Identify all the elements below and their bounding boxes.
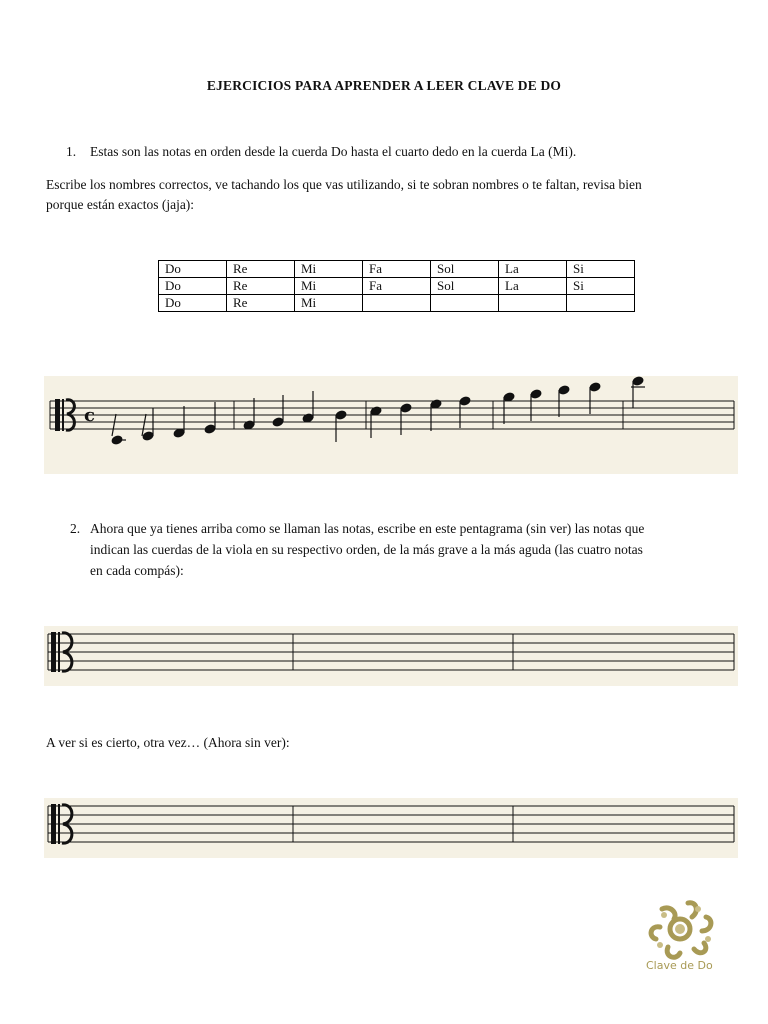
empty-alto-clef-staff-2 [44, 798, 738, 858]
table-cell: Mi [295, 278, 363, 295]
table-cell: Si [567, 261, 635, 278]
question-1-instruction-line2: porque están exactos (jaja): [46, 197, 195, 212]
table-cell [363, 295, 431, 312]
table-cell: Re [227, 261, 295, 278]
table-row [159, 295, 635, 312]
table-cell: La [499, 278, 567, 295]
question-1-instruction-line1: Escribe los nombres correctos, ve tachando los que vas utilizando, si te sobran nombres o te faltan, revisa bien [46, 177, 642, 192]
table-row [159, 261, 635, 278]
table-cell: Do [159, 261, 227, 278]
empty-alto-clef-staff-1 [44, 626, 738, 686]
logo-text: Clave de Do [646, 959, 713, 972]
table-cell [499, 295, 567, 312]
table-cell: Do [159, 295, 227, 312]
question-1-number: 1. [66, 144, 77, 159]
table-cell: Mi [295, 295, 363, 312]
common-time-icon: c [84, 405, 95, 426]
question-3-text: A ver si es cierto, otra vez… (Ahora sin ver): [46, 735, 290, 750]
note-names-table [158, 260, 635, 312]
table-cell: Si [567, 278, 635, 295]
table-cell: Re [227, 278, 295, 295]
table-cell: Fa [363, 278, 431, 295]
question-2-line1: Ahora que ya tienes arriba como se llaman las notas, escribe en este pentagrama (sin ver) las notas que [90, 521, 645, 536]
table-row [159, 278, 635, 295]
question-2-line2: indican las cuerdas de la viola en su respectivo orden, de la más grave a la más aguda (las cuatro notas [90, 542, 643, 557]
music-staff-graphic [44, 798, 738, 858]
table-cell: Sol [431, 261, 499, 278]
question-1-text: Estas son las notas en orden desde la cuerda Do hasta el cuarto dedo en la cuerda La (Mi). [90, 144, 577, 159]
page-title: EJERCICIOS PARA APRENDER A LEER CLAVE DE DO [206, 78, 562, 93]
alto-clef-staff-with-notes [44, 376, 738, 474]
table-cell: Fa [363, 261, 431, 278]
clave-de-do-logo [640, 895, 734, 981]
table-cell [431, 295, 499, 312]
table-cell: Sol [431, 278, 499, 295]
music-staff-graphic [44, 626, 738, 686]
table-cell: La [499, 261, 567, 278]
table-cell: Mi [295, 261, 363, 278]
table-cell: Do [159, 278, 227, 295]
question-2-line3: en cada compás): [90, 563, 184, 578]
table-cell [567, 295, 635, 312]
music-staff-graphic [44, 376, 738, 474]
table-cell: Re [227, 295, 295, 312]
question-2-number: 2. [70, 521, 81, 536]
